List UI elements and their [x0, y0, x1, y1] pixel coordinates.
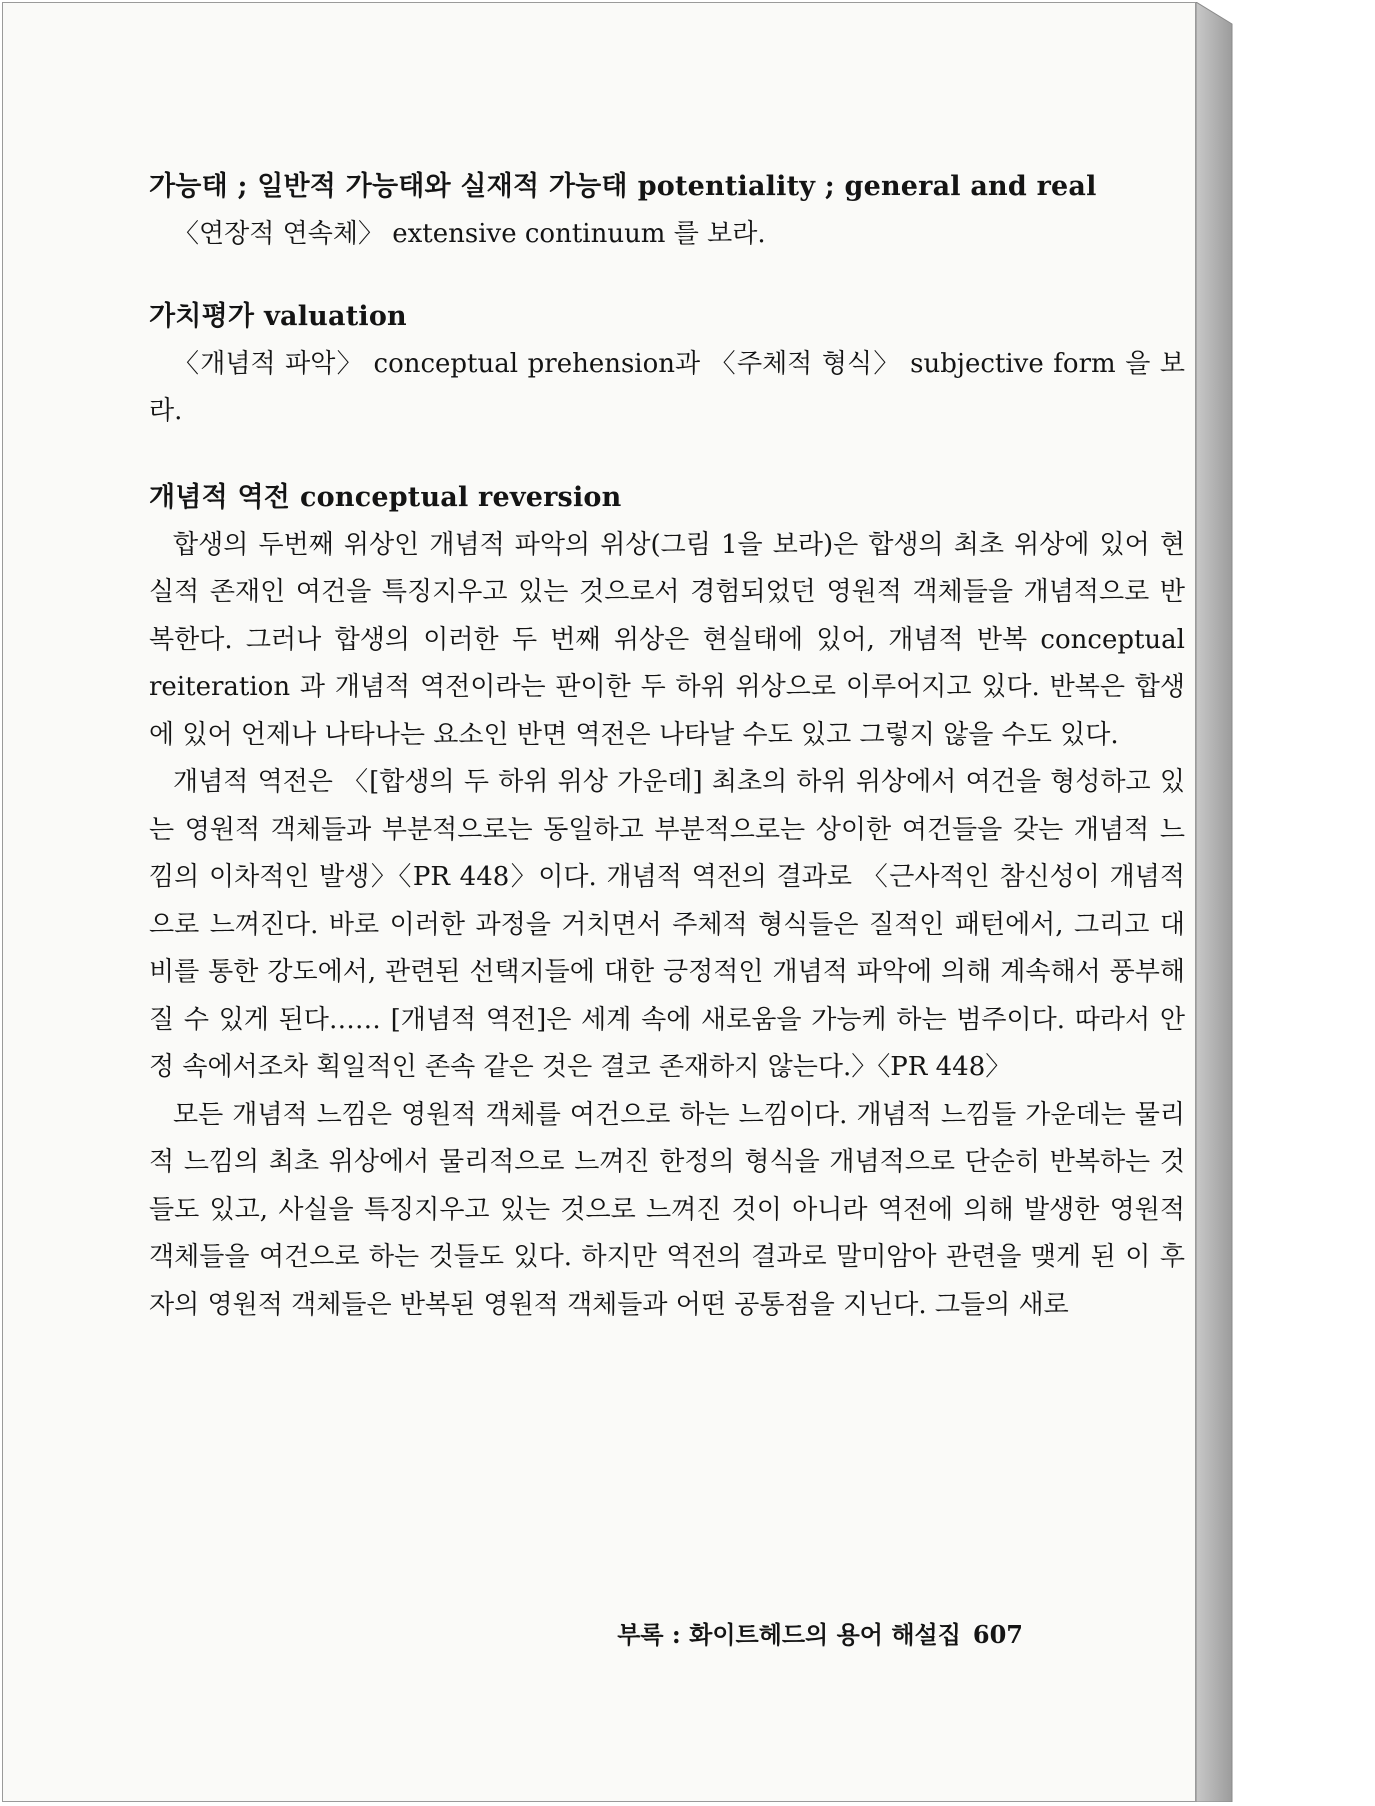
- entry-spacer: [149, 436, 1185, 474]
- entry-paragraph: 〈연장적 연속체〉 extensive continuum 를 보라.: [173, 219, 766, 249]
- entry-title-ko: 가능태 ; 일반적 가능태와 실재적 가능태: [149, 171, 628, 202]
- entry-valuation: [149, 293, 1185, 436]
- entry-title-ko: 개념적 역전: [149, 481, 291, 513]
- entry-paragraph: 모든 개념적 느낌은 영원적 객체를 여건으로 하는 느낌이다. 개념적 느낌들 가운데는 물리적 느낌의 최초 위상에서 물리적으로 느껴진 한정의 형식을 개념적으로 단순히 반복하는 것들도 있고, 사실을 특징지우고 있는 것으로 느껴진 것이 아니라 역전에 의해 발생한 영원적 객체들을 여건으로 하는 것들도 있다. 하지만 역전의 결과로 말미암아 관련을 맺게 된 이 후자의 영원적 객체들은 반복된 영원적 객체들과 어떤 공통점을 지닌다. 그들의 새로: [149, 1099, 1185, 1320]
- entry-title: [149, 163, 1185, 211]
- entry-potentiality: [149, 163, 1185, 259]
- entry-title-en: conceptual reversion: [300, 481, 622, 513]
- book-edge-shading: [1196, 2, 1236, 1802]
- entry-title-en: valuation: [264, 300, 407, 332]
- entry-title: [149, 474, 1185, 522]
- entry-title: [149, 293, 1185, 341]
- page-footer: [583, 1615, 1023, 1650]
- entry-title-en: potentiality ; general and real: [637, 171, 1097, 202]
- entry-spacer: [149, 259, 1185, 293]
- footer-label: 부록 : 화이트헤드의 용어 해설집: [617, 1620, 961, 1649]
- book-page: [2, 2, 1196, 1802]
- entry-title-ko: 가치평가: [149, 300, 255, 332]
- entry-paragraph: 〈개념적 파악〉 conceptual prehension과 〈주체적 형식〉 subjective form 을 보라.: [149, 348, 1185, 426]
- entry-paragraph: 개념적 역전은 〈[합생의 두 하위 위상 가운데] 최초의 하위 위상에서 여건을 형성하고 있는 영원적 객체들과 부분적으로는 동일하고 부분적으로는 상이한 여건들을 갖는 개념적 느낌의 이차적인 발생〉〈PR 448〉이다. 개념적 역전의 결과로 〈근사적인 참신성이 개념적으로 느껴진다. 바로 이러한 과정을 거치면서 주체적 형식들은 질적인 패턴에서, 그리고 대비를 통한 강도에서, 관련된 선택지들에 대한 긍정적인 개념적 파악에 의해 계속해서 풍부해질 수 있게 된다…… [개념적 역전]은 세계 속에 새로움을 가능케 하는 범주이다. 따라서 안정 속에서조차 획일적인 존속 같은 것은 결코 존재하지 않는다.〉〈PR 448〉: [149, 767, 1185, 1082]
- page-content: [149, 163, 1185, 1329]
- entry-conceptual-reversion: [149, 474, 1185, 1330]
- page-number: 607: [972, 1620, 1023, 1649]
- entry-paragraph: 합생의 두번째 위상인 개념적 파악의 위상(그림 1을 보라)은 합생의 최초 위상에 있어 현실적 존재인 여건을 특징지우고 있는 것으로서 경험되었던 영원적 객체들을 개념적으로 반복한다. 그러나 합생의 이러한 두 번째 위상은 현실태에 있어, 개념적 반복 conceptual reiteration 과 개념적 역전이라는 판이한 두 하위 위상으로 이루어지고 있다. 반복은 합생에 있어 언제나 나타나는 요소인 반면 역전은 나타날 수도 있고 그렇지 않을 수도 있다.: [149, 529, 1185, 750]
